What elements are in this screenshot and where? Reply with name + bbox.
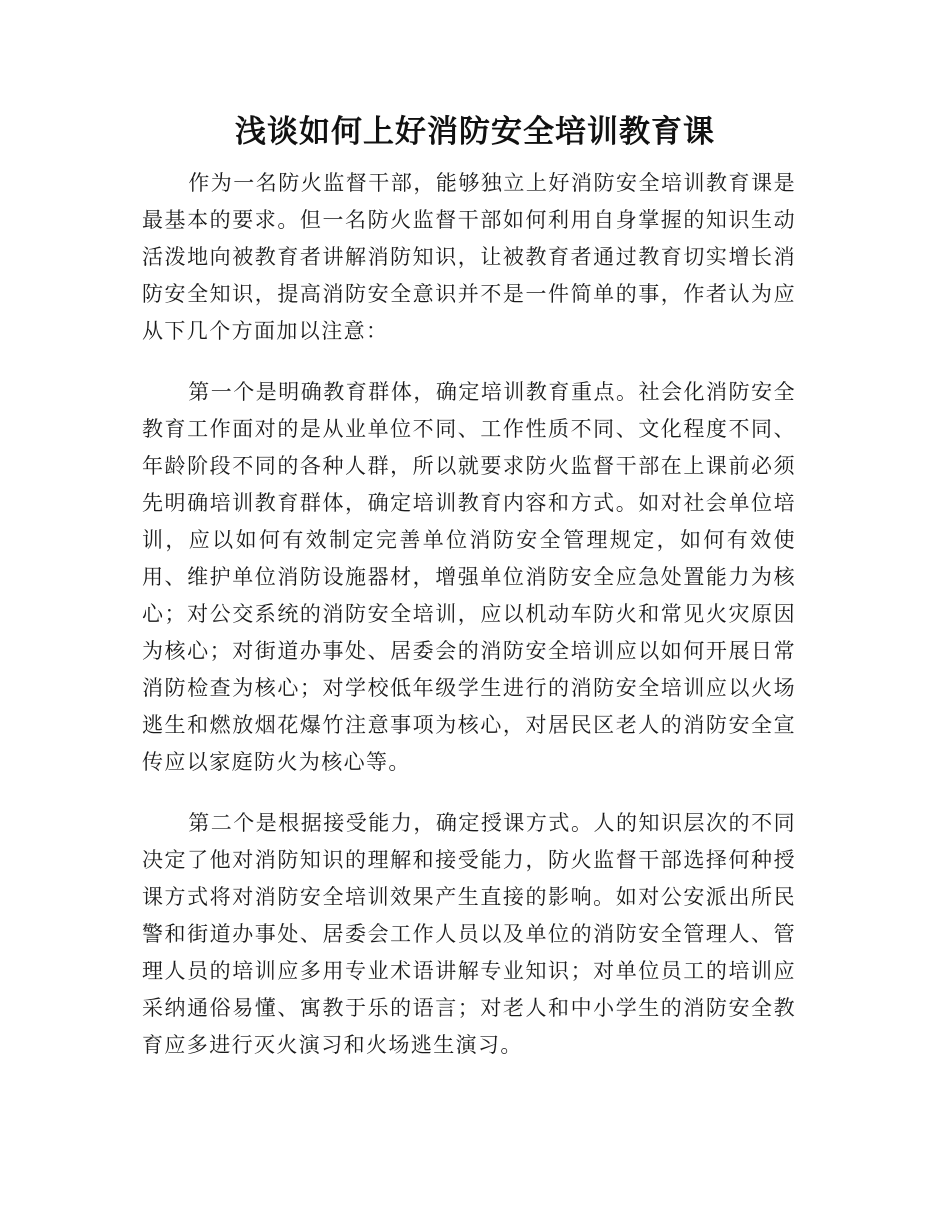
document-body bbox=[142, 165, 796, 1088]
document-title: 浅谈如何上好消防安全培训教育课 bbox=[235, 114, 715, 150]
paragraph-point-two: 第二个是根据接受能力，确定授课方式。人的知识层次的不同决定了他对消防知识的理解和接受能力，防火监督干部选择何种授课方式将对消防安全培训效果产生直接的影响。如对公安派出所民警和街道办事处、居委会工作人员以及单位的消防安全管理人、管理人员的培训应多用专业术语讲解专业知识；对单位员工的培训应采纳通俗易懂、寓教于乐的语言；对老人和中小学生的消防安全教育应多进行灭火演习和火场逃生演习。 bbox=[142, 811, 796, 1057]
paragraph-point-one: 第一个是明确教育群体，确定培训教育重点。社会化消防安全教育工作面对的是从业单位不同、工作性质不同、文化程度不同、年龄阶段不同的各种人群，所以就要求防火监督干部在上课前必须先明确培训教育群体，确定培训教育内容和方式。如对社会单位培训，应以如何有效制定完善单位消防安全管理规定，如何有效使用、维护单位消防设施器材，增强单位消防安全应急处置能力为核心；对公交系统的消防安全培训，应以机动车防火和常见火灾原因为核心；对街道办事处、居委会的消防安全培训应以如何开展日常消防检查为核心；对学校低年级学生进行的消防安全培训应以火场逃生和燃放烟花爆竹注意事项为核心，对居民区老人的消防安全宣传应以家庭防火为核心等。 bbox=[142, 380, 796, 774]
paragraph-intro: 作为一名防火监督干部，能够独立上好消防安全培训教育课是最基本的要求。但一名防火监督干部如何利用自身掌握的知识生动活泼地向被教育者讲解消防知识，让被教育者通过教育切实增长消防安全知识，提高消防安全意识并不是一件简单的事，作者认为应从下几个方面加以注意： bbox=[142, 171, 796, 343]
